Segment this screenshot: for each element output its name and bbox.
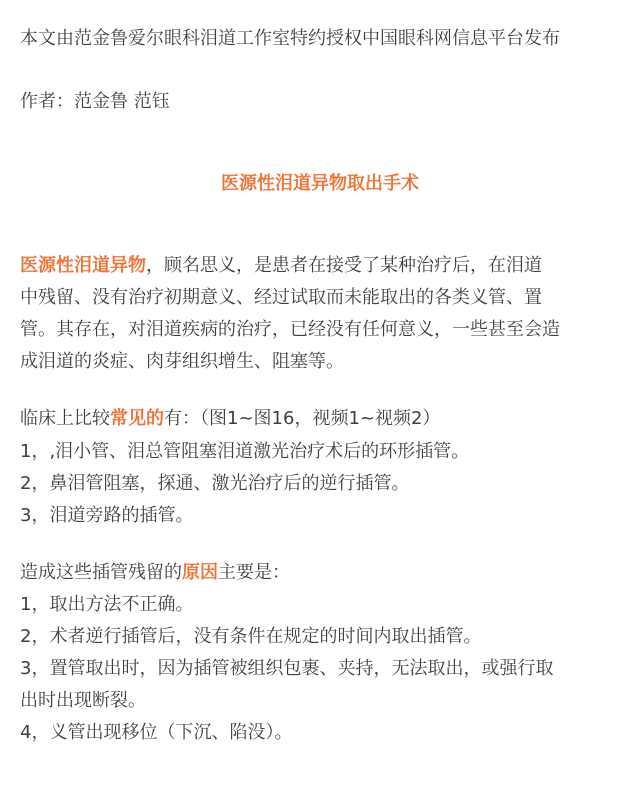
common-lead-after: 有：（图1~图16，视频1~视频2） (164, 408, 441, 429)
common-item-1: 1，,泪小管、泪总管阻塞泪道激光治疗术后的环形插管。 (20, 441, 470, 462)
intro-line-4: 成泪道的炎症、肉芽组织增生、阻塞等。 (20, 351, 344, 372)
common-lead (20, 403, 630, 435)
causes-lead-before: 造成这些插管残留的 (20, 562, 182, 583)
cause-item-1: 1，取出方法不正确。 (20, 594, 194, 615)
author-line: 作者：范金鲁 范钰 (20, 91, 170, 112)
common-item-2: 2，鼻泪管阻塞，探通、激光治疗后的逆行插管。 (20, 473, 410, 494)
common-item-3: 3，泪道旁路的插管。 (20, 505, 194, 526)
causes-lead-accent: 原因 (182, 562, 218, 583)
cause-item-3: 3，置管取出时，因为插管被组织包裹、夹持，无法取出，或强行取 (20, 658, 554, 679)
intro-line-2: 中残留、没有治疗初期意义、经过试取而未能取出的各类义管、置 (20, 287, 542, 308)
common-lead-accent: 常见的 (110, 408, 164, 429)
article-title: 医源性泪道异物取出手术 (221, 173, 419, 194)
source-note: 本文由范金鲁爱尔眼科泪道工作室特约授权中国眼科网信息平台发布 (20, 28, 560, 49)
common-lead-before: 临床上比较 (20, 408, 110, 429)
cause-item-3-cont: 出时出现断裂。 (20, 690, 146, 711)
intro-line-1 (20, 250, 630, 282)
intro-line-1-text: ，顾名思义，是患者在接受了某种治疗后，在泪道 (146, 255, 542, 276)
cause-item-4: 4，义管出现移位（下沉、陷没）。 (20, 722, 293, 743)
cause-item-2: 2，术者逆行插管后，没有条件在规定的时间内取出插管。 (20, 626, 482, 647)
intro-line-3: 管。其存在，对泪道疾病的治疗，已经没有任何意义，一些甚至会造 (20, 319, 560, 340)
causes-lead-after: 主要是： (218, 562, 290, 583)
causes-lead (20, 557, 630, 589)
intro-term: 医源性泪道异物 (20, 255, 146, 276)
